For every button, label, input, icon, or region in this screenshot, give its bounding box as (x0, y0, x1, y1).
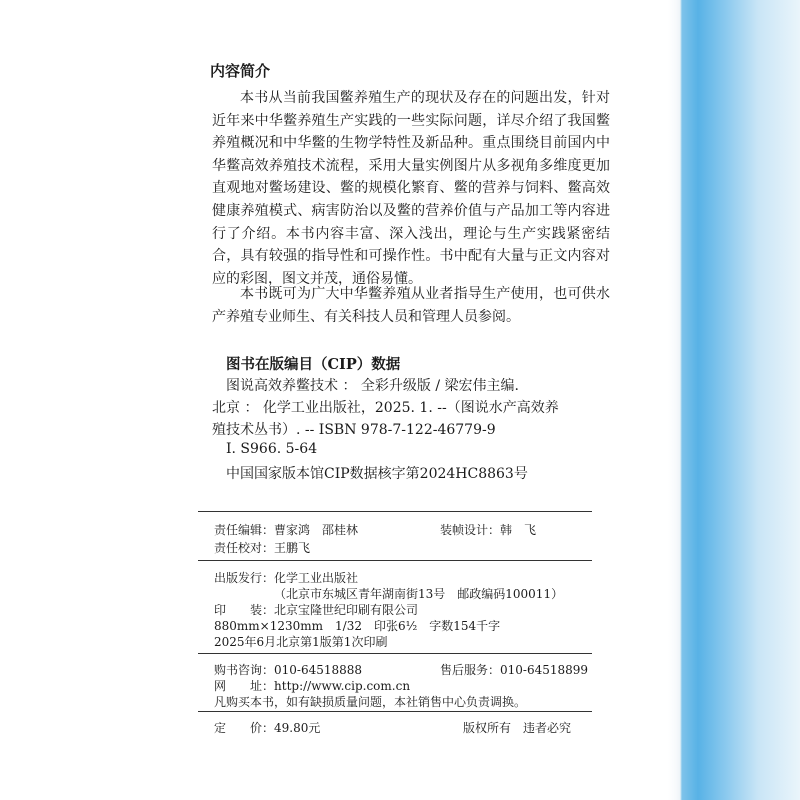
cip-title: 图书在版编目（CIP）数据 (226, 356, 401, 373)
proof-label: 责任校对： (214, 541, 275, 555)
website-line (214, 677, 410, 694)
divider-3 (198, 653, 592, 654)
intro-heading: 内容简介 (210, 62, 271, 80)
intro-paragraph-2: 本书既可为广大中华鳖养殖从业者指导生产使用，也可供水产养殖专业师生、有关科技人员和管理人员参阅。 (212, 286, 610, 325)
web-value: http://www.cip.com.cn (274, 679, 411, 693)
web-label: 网 址： (214, 679, 275, 693)
design-label: 装帧设计： (440, 523, 501, 537)
printer-line (214, 601, 418, 618)
cip-line-5: 中国国家版本馆CIP数据核字第2024HC8863号 (226, 466, 528, 482)
editor-value: 曹家鸿 邵桂林 (274, 523, 359, 537)
cip-line-2: 北京 ： 化学工业出版社，2025. 1. --（图说水产高效养 (212, 400, 559, 416)
cip-line-3: 殖技术丛书）. -- ISBN 978-7-122-46779-9 (212, 422, 496, 438)
service-label: 售后服务： (440, 663, 501, 677)
publisher-value: 化学工业出版社 (274, 571, 359, 585)
exchange-notice: 凡购买本书，如有缺损质量问题，本社销售中心负责调换。 (214, 695, 527, 709)
decorative-side-band (668, 0, 800, 800)
intro-paragraph-1: 本书从当前我国鳖养殖生产的现状及存在的问题出发，针对近年来中华鳖养殖生产实践的一些实际问题，详尽介绍了我国鳖养殖概况和中华鳖的生物学特性及新品种。重点围绕目前国内中华鳖高效养殖技术流程，采用大量实例图片从多视角多维度更加直观地对鳖场建设、鳖的规模化繁育、鳖的营养与饲料、鳖高效健康养殖模式、病害防治以及鳖的营养价值与产品加工等内容进行了介绍。本书内容丰富、深入浅出，理论与生产实践紧密结合，具有较强的指导性和可操作性。书中配有大量与正文内容对应的彩图，图文并茂，通俗易懂。 (212, 90, 610, 287)
print-label: 印 装： (214, 603, 275, 617)
proof-value: 王鹏飞 (274, 541, 311, 555)
design-value: 韩 飞 (500, 523, 537, 537)
credits-editor (214, 521, 358, 538)
purchase-label: 购书咨询： (214, 663, 275, 677)
purchase-value: 010-64518888 (274, 663, 363, 677)
price-line (214, 719, 320, 736)
price-value: 49.80元 (274, 721, 321, 735)
divider-1 (198, 511, 592, 512)
publisher-address: （北京市东城区青年湖南街13号 邮政编码100011） (274, 587, 564, 601)
service-line (440, 661, 588, 678)
credits-proof (214, 539, 310, 556)
cip-line-1: 图说高效养鳖技术 ： 全彩升级版 / 梁宏伟主编. (226, 378, 519, 394)
format-line: 880mm×1230mm 1/32 印张6½ 字数154千字 (214, 619, 501, 633)
edition-line: 2025年6月北京第1版第1次印刷 (214, 635, 388, 649)
editor-label: 责任编辑： (214, 523, 275, 537)
purchase-line (214, 661, 362, 678)
service-value: 010-64518899 (500, 663, 589, 677)
publisher-label: 出版发行： (214, 571, 275, 585)
print-value: 北京宝隆世纪印刷有限公司 (274, 603, 419, 617)
credits-design (440, 521, 536, 538)
rights-notice: 版权所有 违者必究 (463, 721, 572, 735)
cip-line-4: Ⅰ. S966. 5-64 (226, 441, 318, 457)
divider-4 (198, 711, 592, 712)
price-label: 定 价： (214, 721, 275, 735)
divider-2 (198, 560, 592, 561)
publisher-line (214, 569, 358, 586)
